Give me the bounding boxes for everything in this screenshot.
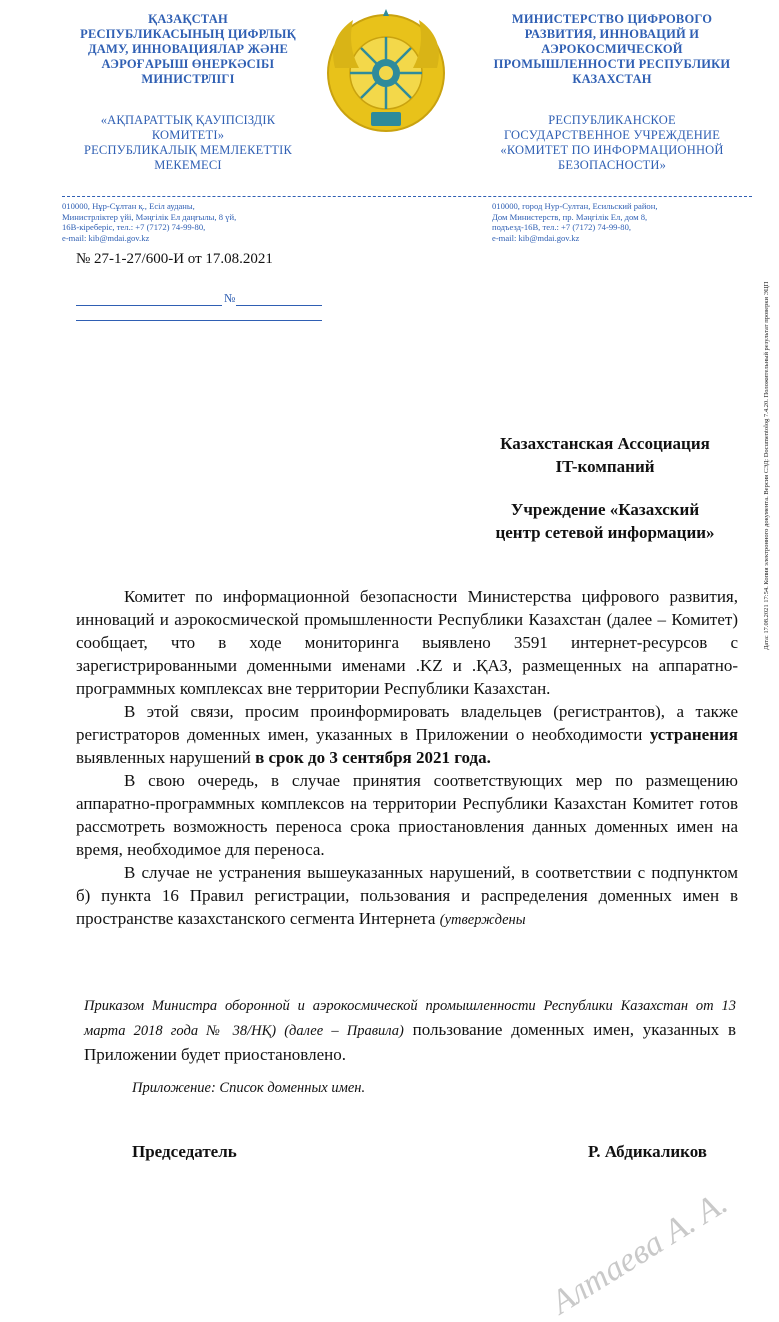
paragraph-3: В свою очередь, в случае принятия соответствующих мер по размещению аппаратно-программных комплексов на территории Республики Казахстан Комитет готов рассмотреть возможность переноса срока приостановления данных доменных имен на время, необходимое для переноса.: [76, 771, 738, 859]
number-field-line: [76, 305, 222, 306]
attachment-note: Приложение: Список доменных имен.: [132, 1080, 366, 1096]
signer-title: Председатель: [132, 1142, 237, 1161]
paragraph-4-text: В случае не устранения вышеуказанных нарушений, в соответствии с подпунктом б) пункта 16 Правил регистрации, пользования и распределения доменных имен в пространстве казахстанского сегмента Интернета: [76, 863, 738, 928]
header-left-org-line: ҚАЗАҚСТАН: [148, 12, 228, 26]
right-address-line: 010000, город Нур-Султан, Есильский район,: [492, 201, 658, 211]
header-left-sub-line: МЕКЕМЕСІ: [154, 158, 222, 172]
right-address: [492, 201, 722, 243]
header-left-sub: [58, 113, 318, 173]
state-emblem: [325, 8, 447, 138]
left-address-line: Министрліктер үйі, Мәңгілік Ел даңғылы, 8 үй,: [62, 211, 237, 222]
left-address-line: e-mail: kib@mdai.gov.kz: [62, 232, 150, 243]
right-address-line: Дом Министерств, пр. Мәңгілік Ел, дом 8,: [492, 211, 648, 222]
header-left-sub-line: РЕСПУБЛИКАЛЫҚ МЕМЛЕКЕТТІК: [83, 143, 293, 157]
header-right-sub-line: ГОСУДАРСТВЕННОЕ УЧРЕЖДЕНИЕ: [503, 128, 721, 142]
signer-name: Р. Абдикаликов: [588, 1142, 707, 1161]
paragraph-4: [76, 861, 738, 932]
electronic-copy-note: Дата: 17.08.2021 17:54. Копия электронного документа. Версия СЭД: Documentolog 7.4.20. Положительный результат проверки ЭЦП: [763, 281, 770, 650]
left-address: [62, 201, 292, 243]
header-right-org-line: ПРОМЫШЛЕННОСТИ РЕСПУБЛИКИ: [493, 57, 731, 71]
header-right-sub-line: БЕЗОПАСНОСТИ»: [557, 158, 667, 172]
number-field-line: [76, 320, 322, 321]
document-number: № 27-1-27/600-И от 17.08.2021: [76, 251, 273, 267]
recipient-line: Казахстанская Ассоциация: [500, 434, 710, 453]
letter-body-continued: [84, 995, 736, 1068]
header-right-sub-line: РЕСПУБЛИКАНСКОЕ: [548, 113, 676, 127]
header-right-org: [462, 12, 762, 87]
header-left-org-line: МИНИСТРЛІГІ: [141, 72, 235, 86]
paragraph-2-text: В этой связи, просим проинформировать владельцев (регистрантов), а также регистраторов доменных имен, указанных в Приложении о необходимости: [76, 702, 738, 744]
paragraph-2: [76, 700, 738, 769]
order-reference: Приказом Министра оборонной и аэрокосмической промышленности Республики Казахстан от 13 марта 2018 года № 38/НҚ) (далее – Правила): [84, 998, 736, 1039]
header-left-org-line: АЭРОҒАРЫШ ӨНЕРКӘСІБІ: [101, 57, 275, 71]
header-right-sub: [462, 113, 762, 173]
header-left-org-line: РЕСПУБЛИКАСЫНЫҢ ЦИФРЛЫҚ: [80, 27, 296, 41]
executor-stamp: Алтаева А. А.: [545, 1184, 734, 1322]
left-address-line: 16В-кіреберіс, тел.: +7 (7172) 74-99-80,: [62, 222, 206, 232]
state-emblem-icon: [325, 8, 447, 138]
paragraph-2-text: выявленных нарушений: [76, 748, 256, 767]
header-right-sub-line: «КОМИТЕТ ПО ИНФОРМАЦИОННОЙ: [500, 143, 724, 157]
header-left-org: [58, 12, 318, 87]
recipient-line: IT-компаний: [555, 457, 655, 476]
header-left-sub-line: «АҚПАРАТТЫҚ ҚАУІПСІЗДІК: [100, 113, 276, 127]
number-field-line: [236, 305, 322, 306]
right-address-line: e-mail: kib@mdai.gov.kz: [492, 232, 580, 243]
recipient-line: Учреждение «Казахский: [510, 500, 700, 519]
header-right-org-line: КАЗАХСТАН: [572, 72, 652, 86]
header-right-org-line: МИНИСТЕРСТВО ЦИФРОВОГО: [511, 12, 713, 26]
header-right-org-line: РАЗВИТИЯ, ИННОВАЦИЙ И: [524, 27, 700, 41]
paragraph-2-deadline: в срок до 3 сентября 2021 года.: [255, 748, 491, 767]
letter-body: [76, 585, 738, 932]
header-right-org-line: АЭРОКОСМИЧЕСКОЙ: [541, 42, 683, 56]
paragraph-1: Комитет по информационной безопасности Министерства цифрового развития, инноваций и аэрокосмической промышленности Республики Казахстан (далее – Комитет) сообщает, что в ходе мониторинга выявлено 3591 интернет-ресурсов с зарегистрированными доменными именами .KZ и .ҚАЗ, размещенных на аппаратно-программных комплексах вне территории Республики Казахстан.: [76, 587, 738, 698]
number-field-sign: №: [224, 291, 236, 305]
header-separator: [62, 196, 752, 197]
recipient-1: [470, 432, 740, 478]
header-left-sub-line: КОМИТЕТІ»: [151, 128, 225, 142]
paragraph-4-italic: (утверждены: [439, 912, 526, 928]
paragraph-2-bold: устранения: [649, 725, 738, 744]
right-address-line: подъезд-16В, тел.: +7 (7172) 74-99-80,: [492, 222, 632, 232]
header-left-org-line: ДАМУ, ИННОВАЦИЯЛАР ЖӘНЕ: [87, 42, 289, 56]
left-address-line: 010000, Нұр-Сұлтан қ., Есіл ауданы,: [62, 201, 195, 211]
recipient-2: [470, 498, 740, 544]
continuation-text: пользование доменных имен, указанных в Приложении будет приостановлено.: [84, 1020, 736, 1064]
recipient-line: центр сетевой информации»: [495, 523, 715, 542]
